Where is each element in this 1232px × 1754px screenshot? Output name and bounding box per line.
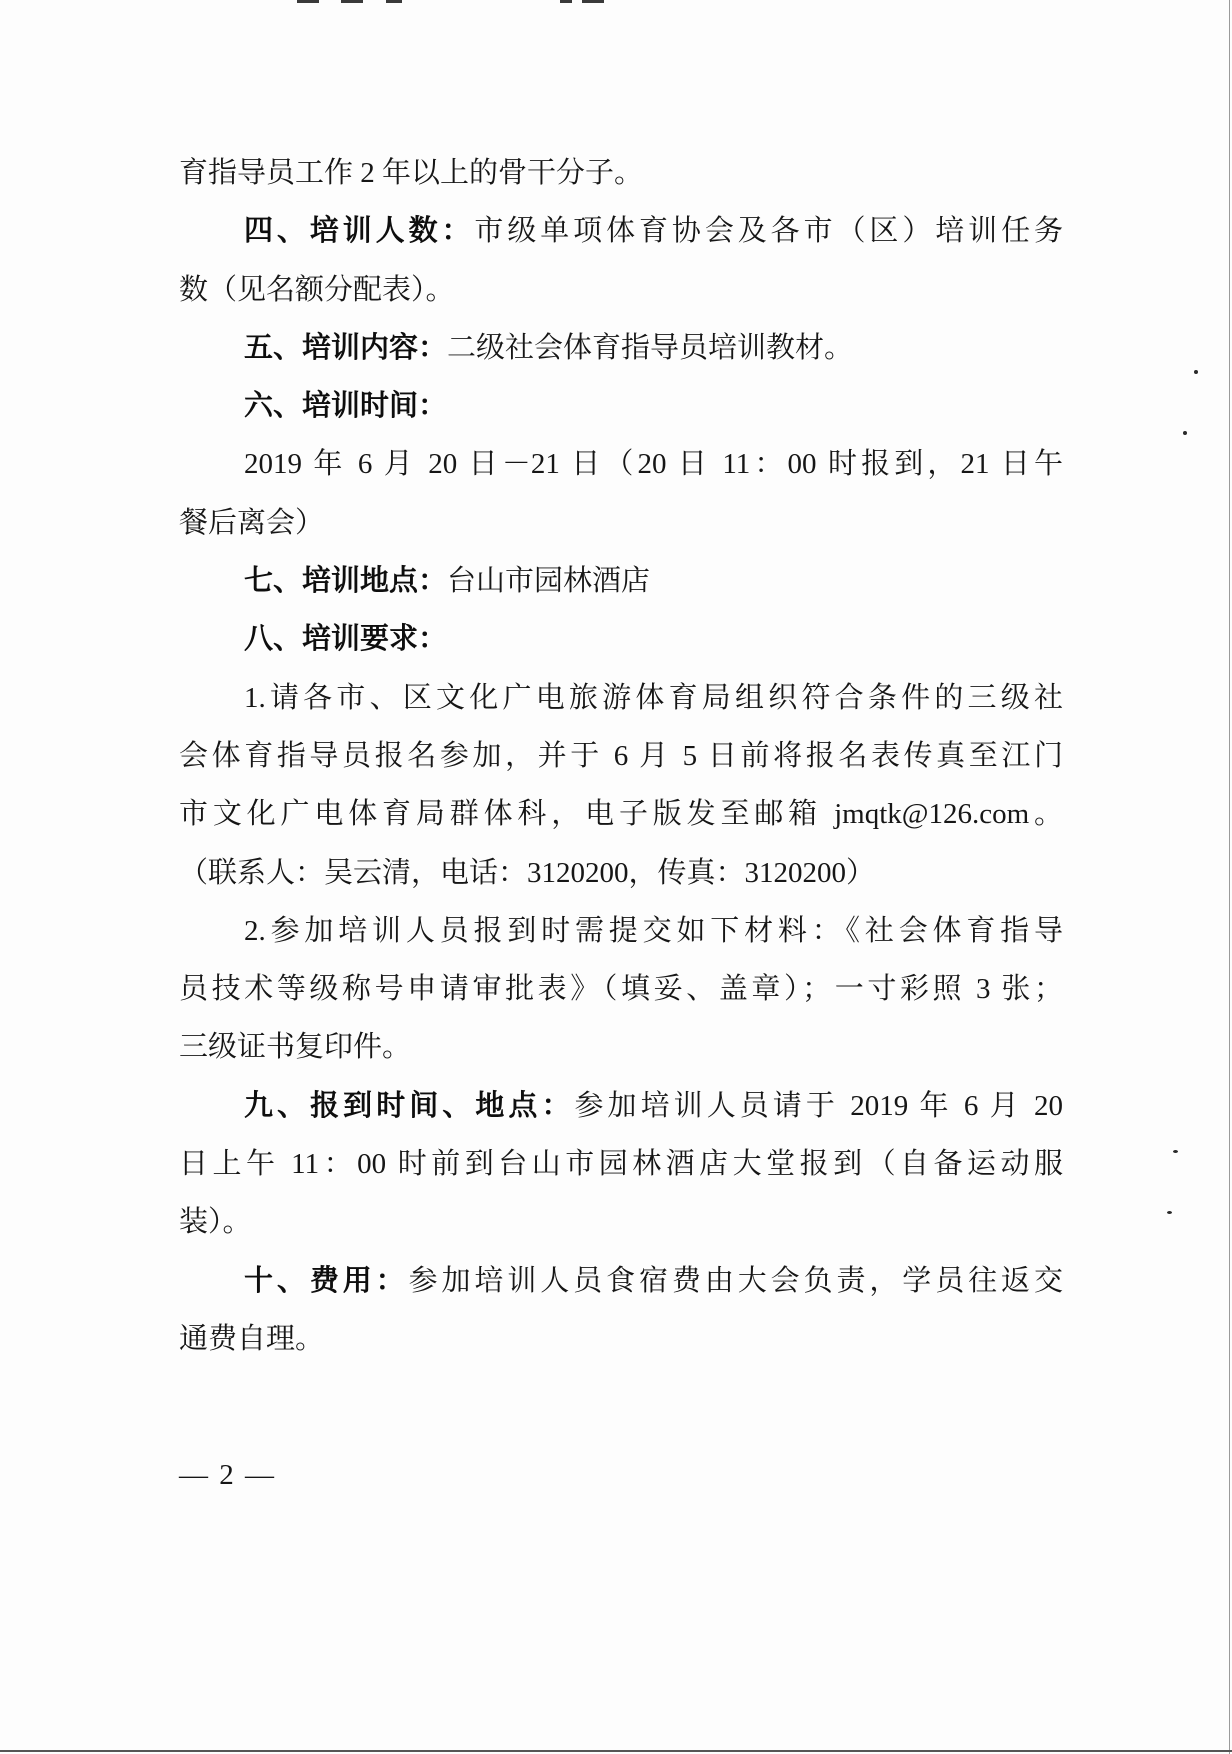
line-text: 装）。 <box>179 1206 252 1239</box>
line-text: 2.参加培训人员报到时需提交如下材料：《社会体育指导 <box>244 914 1063 947</box>
paragraph-line <box>179 1310 1063 1368</box>
paragraph-line <box>179 785 1063 843</box>
paragraph-line <box>179 960 1063 1018</box>
line-text: （联系人：吴云清，电话：3120200，传真：3120200） <box>179 856 876 889</box>
section-heading: 七、培训地点： <box>244 565 448 598</box>
line-text: 育指导员工作 2 年以上的骨干分子。 <box>179 157 644 189</box>
paragraph-line <box>179 1135 1063 1193</box>
line-text: 通费自理。 <box>179 1322 325 1355</box>
section-training-location <box>179 552 1063 610</box>
paragraph-line <box>179 727 1063 785</box>
section-heading: 五、培训内容： <box>244 331 448 364</box>
section-training-time <box>179 377 1063 435</box>
scan-edge-right <box>1229 0 1230 1754</box>
paragraph-line <box>179 1193 1063 1251</box>
scan-artifact <box>560 0 572 3</box>
section-training-content <box>179 319 1063 377</box>
paragraph-line <box>179 261 1063 319</box>
scan-artifact <box>582 0 604 3</box>
paragraph-line <box>179 435 1063 493</box>
line-text: 参加培训人员食宿费由大会负责，学员往返交 <box>408 1264 1063 1297</box>
line-text: 数（见名额分配表）。 <box>179 273 455 306</box>
scan-artifact <box>341 0 363 3</box>
paragraph-line <box>179 902 1063 960</box>
page-number: — 2 — <box>179 1459 276 1491</box>
section-heading: 八、培训要求： <box>244 623 448 656</box>
line-text: 1.请各市、区文化广电旅游体育局组织符合条件的三级社 <box>244 681 1063 714</box>
section-registration <box>179 1077 1063 1135</box>
section-training-count <box>179 202 1063 260</box>
scan-artifact <box>1173 1150 1178 1153</box>
line-text: 会体育指导员报名参加，并于 6 月 5 日前将报名表传真至江门 <box>179 739 1063 772</box>
scan-artifact <box>1194 370 1198 374</box>
line-text: 市文化广电体育局群体科，电子版发至邮箱 jmqtk@126.com。 <box>179 798 1063 831</box>
line-text: 餐后离会） <box>179 506 325 539</box>
paragraph-line <box>179 669 1063 727</box>
contact-line <box>179 844 1063 902</box>
scan-artifact <box>297 0 319 3</box>
scan-artifact <box>1167 1211 1172 1214</box>
line-text: 台山市园林酒店 <box>447 565 651 598</box>
line-text: 日上午 11：00 时前到台山市园林酒店大堂报到（自备运动服 <box>179 1148 1063 1181</box>
section-heading: 十、费用： <box>244 1264 409 1297</box>
section-training-requirements <box>179 610 1063 668</box>
scan-artifact <box>1183 431 1187 435</box>
section-heading: 九、报到时间、地点： <box>244 1089 575 1122</box>
line-text: 二级社会体育指导员培训教材。 <box>447 331 854 364</box>
paragraph-line <box>179 144 1063 202</box>
body-text <box>179 144 1063 1368</box>
paragraph-line <box>179 494 1063 552</box>
scan-artifact <box>386 0 402 3</box>
line-text: 参加培训人员请于 2019 年 6 月 20 <box>574 1089 1063 1122</box>
paragraph-line <box>179 1018 1063 1076</box>
section-fees <box>179 1252 1063 1310</box>
line-text: 2019 年 6 月 20 日－21 日（20 日 11：00 时报到，21 日午 <box>244 448 1063 481</box>
section-heading: 六、培训时间： <box>244 390 448 423</box>
line-text: 市级单项体育协会及各市（区）培训任务 <box>474 215 1063 248</box>
scan-edge-bottom <box>0 1750 1232 1752</box>
line-text: 员技术等级称号申请审批表》（填妥、盖章）；一寸彩照 3 张； <box>179 973 1063 1006</box>
section-heading: 四、培训人数： <box>244 215 475 248</box>
line-text: 三级证书复印件。 <box>179 1031 412 1064</box>
